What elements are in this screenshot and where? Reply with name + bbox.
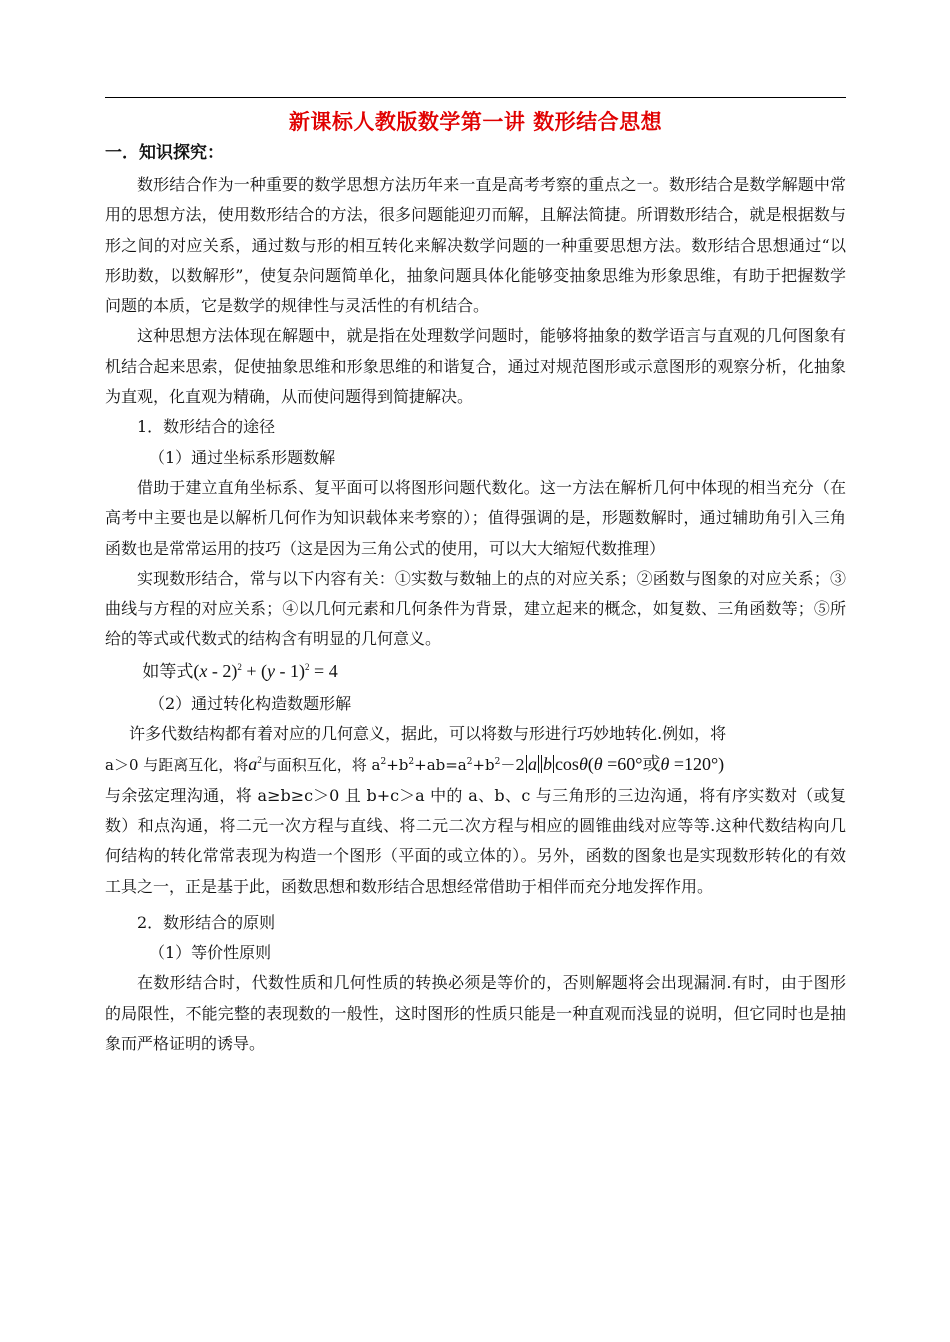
paragraph-construction-d: 与余弦定理沟通，将 a≥b≥c＞0 且 b+c＞a 中的 a、b、c 与三角形的三边沟通，将有序实数对（或复数）和点沟通，将二元一次方程与直线、将二元二次方程与相应的圆锥曲线对应等等.这种代数结构向几何结构的转化常常表现为构造一个图形（平面的或立体的）。另外，函数的图象也是实现数形转化的有效工具之一，正是基于此，函数思想和数形结合思想经常借助于相伴而充分地发挥作用。 [105,785,846,896]
paragraph-method: 这种思想方法体现在解题中，就是指在处理数学问题时，能够将抽象的数学语言与直观的几何图象有机结合起来思索，促使抽象思维和形象思维的和谐复合，通过对规范图形或示意图形的观察分析，化抽象为直观，化直观为精确，从而使问题得到简捷解决。 [105,326,846,407]
cosine-expression: a b cosθ(θ =60°或θ =120°) [527,754,725,775]
paragraph-construction-b: a＞0 与距离互化，将$a^2$与面积互化，将 $a^2+b^2+ab=a^2+b^2-2$ a b cosθ(θ =60°或θ =120°) [105,754,725,775]
paragraph-construction-a: 许多代数结构都有着对应的几何意义，据此，可以将数与形进行巧妙地转化.例如，将 [129,724,727,744]
heading-approaches: 1．数形结合的途径 [137,417,276,437]
section-heading: 一．知识探究： [105,143,224,163]
document-body [105,170,846,1059]
subheading-coordinate: （1）通过坐标系形题数解 [149,447,336,467]
equation-formula: (x - 2)$^2$ + (y - 1)$^2$ = 4 [193,660,338,681]
heading-principles: 2．数形结合的原则 [137,912,276,932]
subheading-construction: （2）通过转化构造数题形解 [149,693,352,713]
paragraph-intro: 数形结合作为一种重要的数学思想方法历年来一直是高考考察的重点之一。数形结合是数学解题中常用的思想方法，使用数形结合的方法，很多问题能迎刃而解，且解法简捷。所谓数形结合，就是根据数与形之间的对应关系，通过数与形的相互转化来解决数学问题的一种重要思想方法。数形结合思想通过“以形助数，以数解形”，使复杂问题简单化，抽象问题具体化能够变抽象思维为形象思维，有助于把握数学问题的本质，它是数学的规律性与灵活性的有机结合。 [105,175,846,316]
paragraph-equivalence: 在数形结合时，代数性质和几何性质的转换必须是等价的，否则解题将会出现漏洞.有时，由于图形的局限性，不能完整的表现数的一般性，这时图形的性质只能是一种直观而浅显的说明，但它同时也是抽象而严格证明的诱导。 [105,973,846,1054]
equation-prefix: 如等式 [142,661,194,682]
equation-line [105,655,846,689]
paragraph-related-content: 实现数形结合，常与以下内容有关：①实数与数轴上的点的对应关系；②函数与图象的对应关系；③曲线与方程的对应关系；④以几何元素和几何条件为背景，建立起来的概念，如复数、三角函数等；⑤所给的等式或代数式的结构含有明显的几何意义。 [105,568,846,649]
header-rule [105,97,846,98]
paragraph-coordinate: 借助于建立直角坐标系、复平面可以将图形问题代数化。这一方法在解析几何中体现的相当充分（在高考中主要也是以解析几何作为知识载体来考察的）；值得强调的是，形题数解时，通过辅助角引入三角函数也是常常运用的技巧（这是因为三角公式的使用，可以大大缩短代数推理） [105,477,846,558]
subheading-equivalence: （1）等价性原则 [149,943,272,963]
document-title: 新课标人教版数学第一讲 数形结合思想 [288,110,663,134]
